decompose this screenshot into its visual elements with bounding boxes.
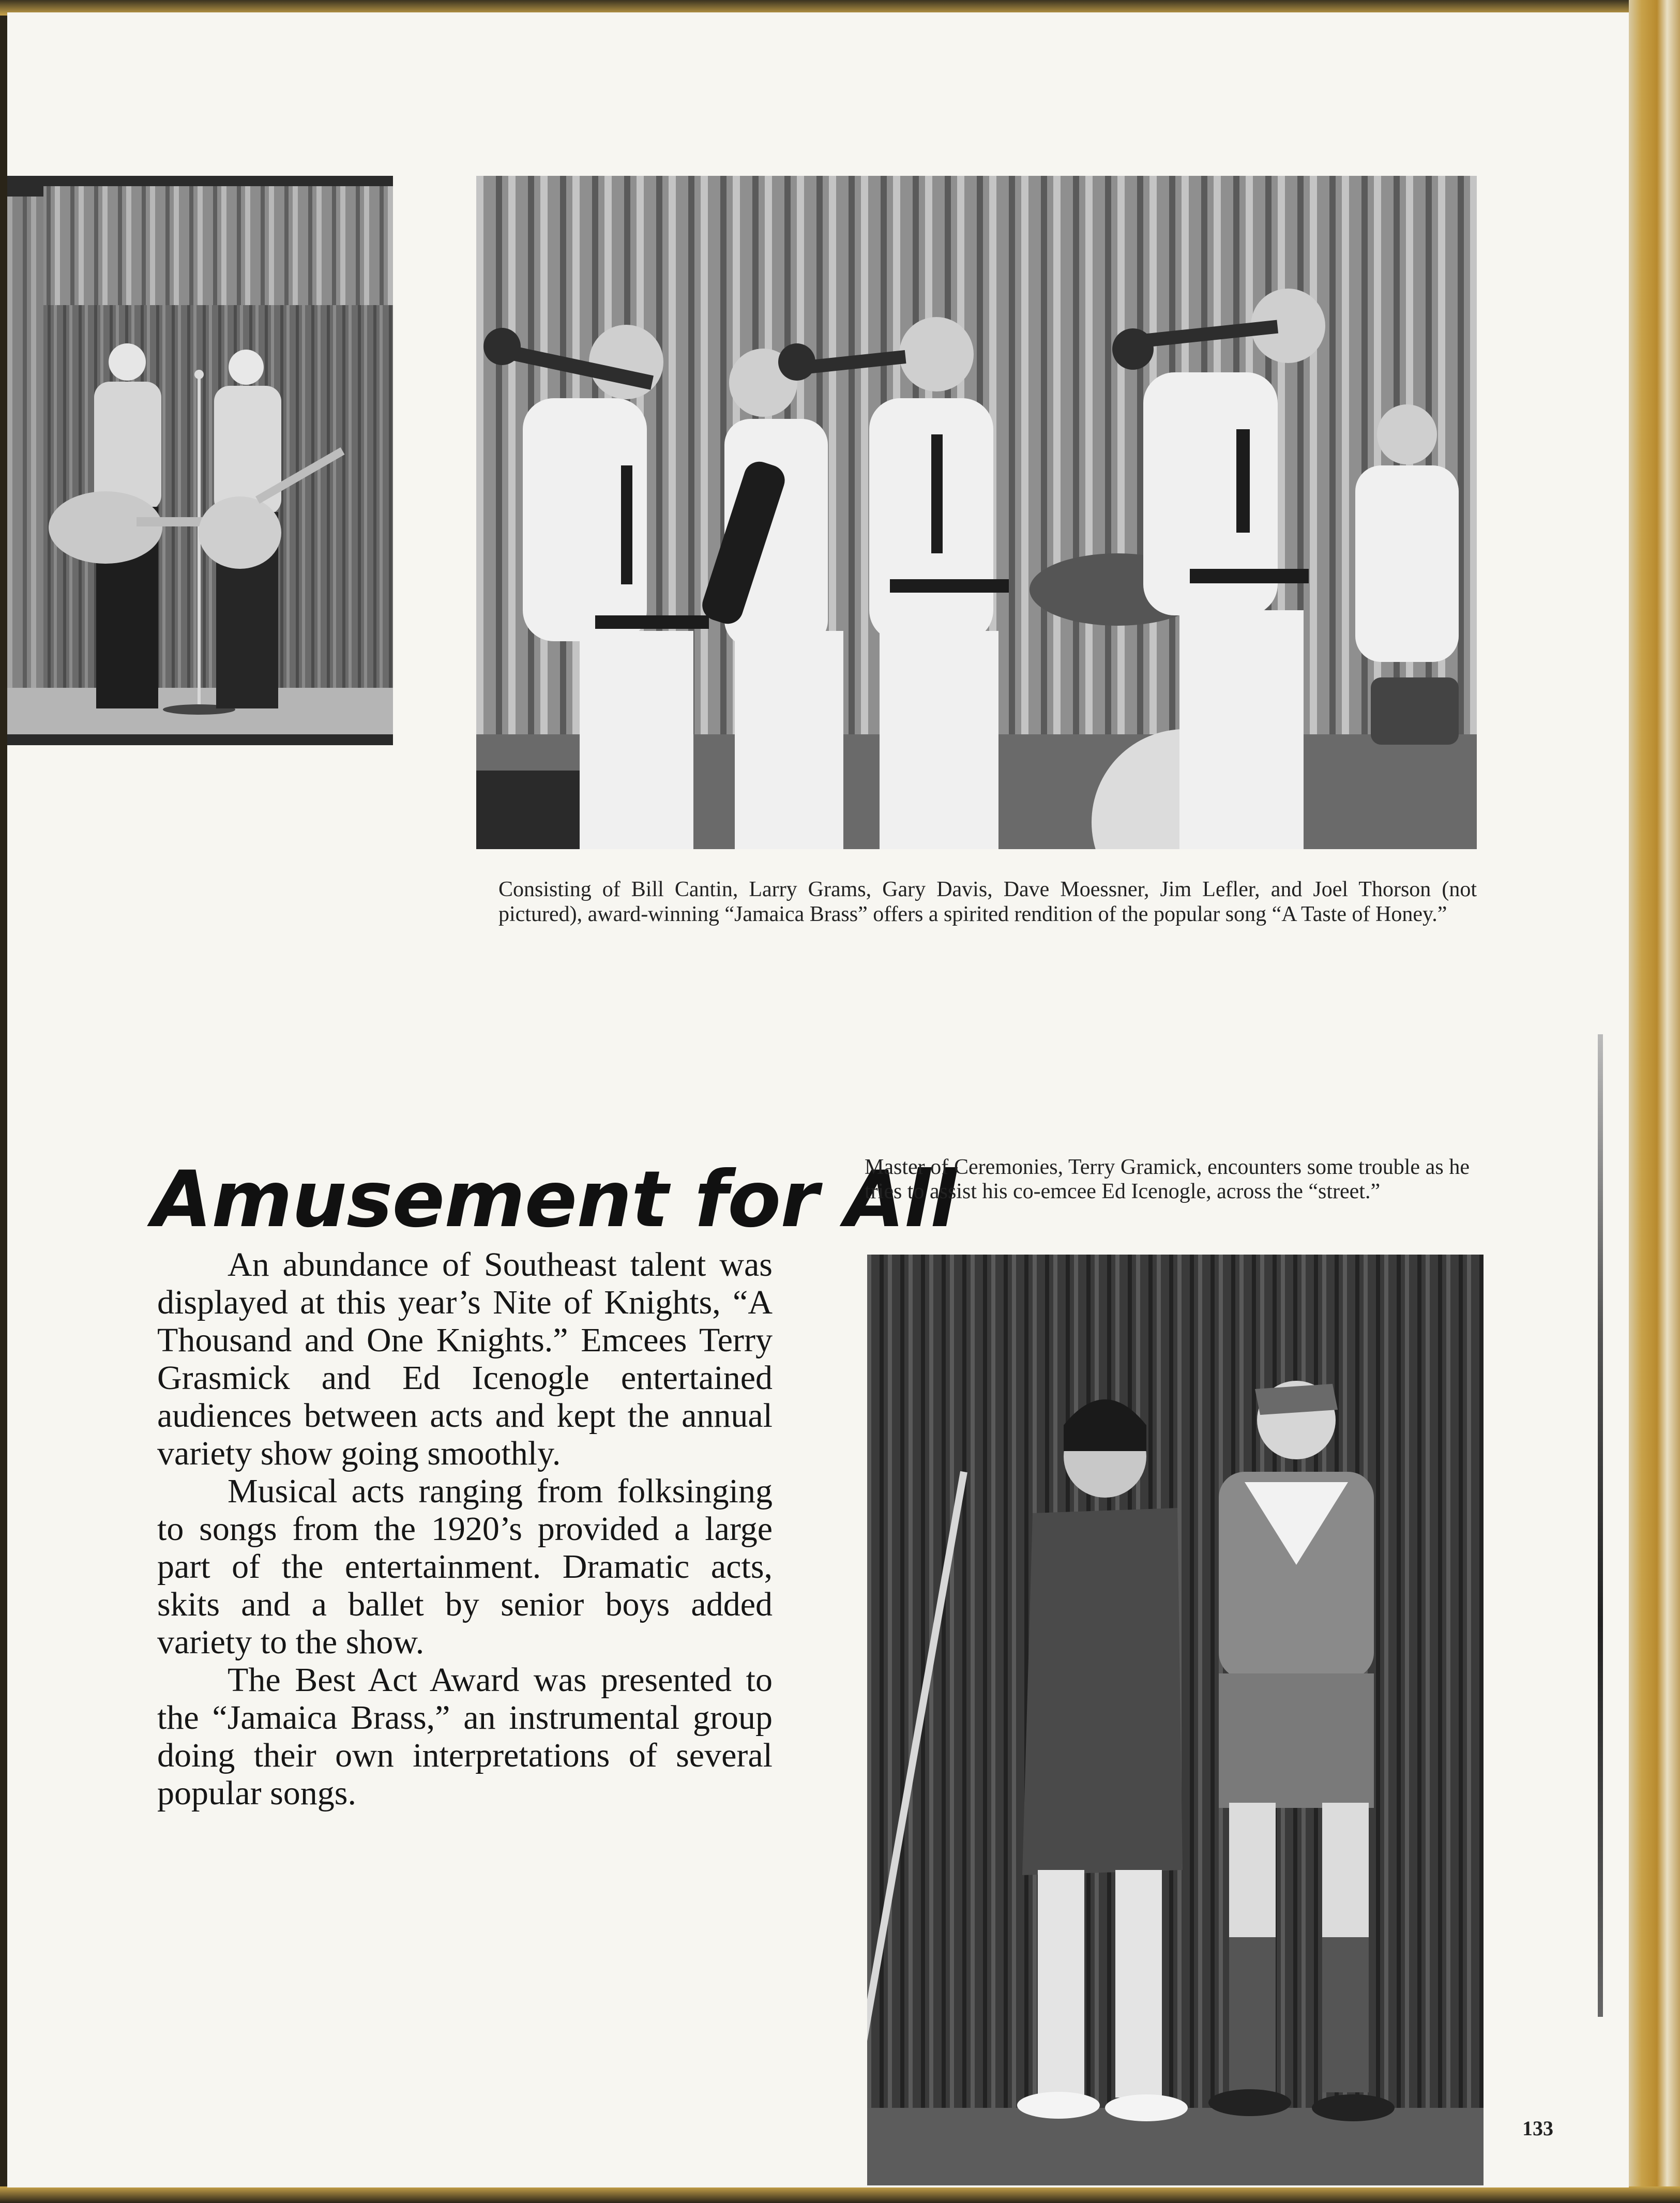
article-paragraph: The Best Act Award was presented to the “Jamaica Brass,” an instrumental group doing their own interpretations of several popular songs. — [157, 1661, 773, 1812]
emcees-skit-photo — [867, 1255, 1484, 2185]
print-artifact-rule — [1598, 1034, 1603, 2017]
yearbook-page — [7, 12, 1629, 2187]
article-paragraph: Musical acts ranging from folksinging to songs from the 1920’s provided a large part of the entertainment. Dramatic acts, skits and a ballet by senior boys added variety to the show. — [157, 1472, 773, 1661]
page-headline: Amusement for All — [152, 1154, 957, 1245]
scan-edge-left — [0, 0, 7, 2203]
book-spine-edge — [1629, 0, 1680, 2203]
folk-singers-photo — [7, 176, 393, 745]
scan-edge-bottom — [0, 2186, 1680, 2203]
page-number: 133 — [1522, 2117, 1553, 2140]
jamaica-brass-photo — [476, 176, 1477, 849]
article-body — [157, 1246, 773, 1812]
jamaica-brass-caption: Consisting of Bill Cantin, Larry Grams, Gary Davis, Dave Moessner, Jim Lefler, and Joel Thorson (not pictured), award-winning “Jamaica Brass” offers a spirited rendition of the popular song “A Taste of Honey.” — [498, 878, 1477, 926]
article-paragraph: An abundance of Southeast talent was displayed at this year’s Nite of Knights, “A Thousand and One Knights.” Emcees Terry Grasmick and Ed Icenogle entertained audiences between acts and kept the annual variety show going smoothly. — [157, 1246, 773, 1472]
skit-caption: Master of Ceremonies, Terry Gramick, encounters some trouble as he tries to assist his co-emcee Ed Icenogle, across the “street.” — [865, 1155, 1470, 1203]
